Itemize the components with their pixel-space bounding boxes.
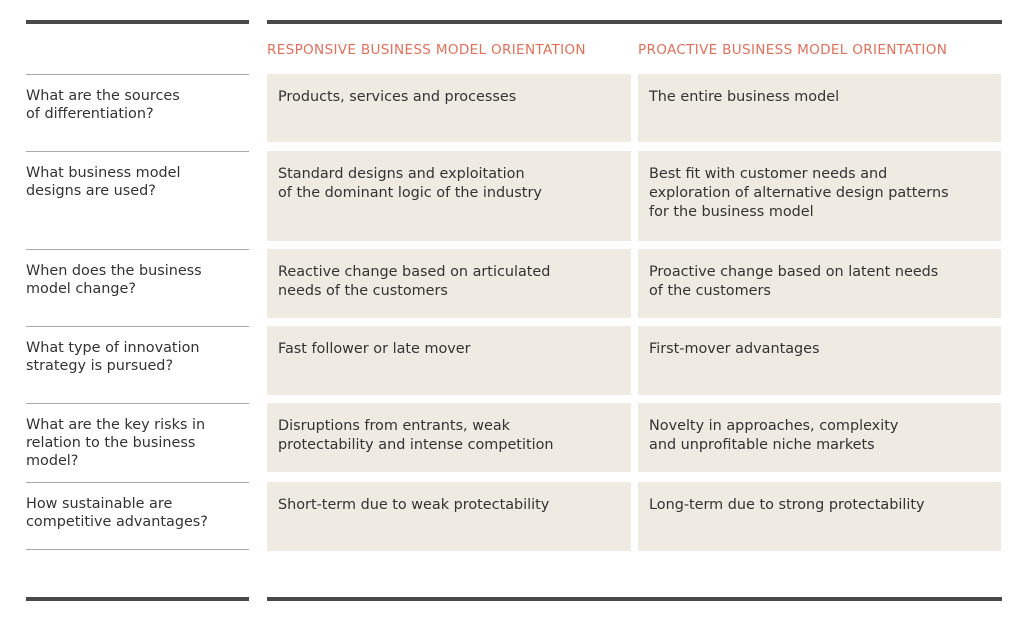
row-divider	[26, 549, 249, 550]
bottom-rule-left	[26, 597, 249, 601]
row-divider	[26, 403, 249, 404]
row-proactive-cell: The entire business model	[638, 74, 1001, 142]
row-responsive-cell: Disruptions from entrants, weak protectability and intense competition	[267, 403, 631, 472]
row-responsive-cell: Reactive change based on articulated needs of the customers	[267, 249, 631, 318]
row-divider	[26, 74, 249, 75]
bottom-rule-right	[267, 597, 1002, 601]
row-responsive-cell: Fast follower or late mover	[267, 326, 631, 395]
row-question: What type of innovation strategy is pursued?	[26, 340, 200, 374]
row-proactive-cell: Proactive change based on latent needs of the customers	[638, 249, 1001, 318]
header-responsive: RESPONSIVE BUSINESS MODEL ORIENTATION	[267, 42, 586, 58]
row-divider	[26, 249, 249, 250]
top-rule-left	[26, 20, 249, 24]
row-divider	[26, 151, 249, 152]
top-rule-right	[267, 20, 1002, 24]
row-proactive-cell: Best fit with customer needs and exploration of alternative design patterns for the business model	[638, 151, 1001, 241]
row-question: When does the business model change?	[26, 263, 202, 297]
row-proactive-cell: Long-term due to strong protectability	[638, 482, 1001, 551]
row-proactive-cell: Novelty in approaches, complexity and unprofitable niche markets	[638, 403, 1001, 472]
row-question: What business model designs are used?	[26, 165, 181, 199]
row-responsive-cell: Short-term due to weak protectability	[267, 482, 631, 551]
row-responsive-cell: Standard designs and exploitation of the dominant logic of the industry	[267, 151, 631, 241]
row-proactive-cell: First-mover advantages	[638, 326, 1001, 395]
row-responsive-cell: Products, services and processes	[267, 74, 631, 142]
row-divider	[26, 482, 249, 483]
row-question: What are the key risks in relation to the business model?	[26, 417, 206, 469]
row-question: How sustainable are competitive advantages?	[26, 496, 208, 530]
row-question: What are the sources of differentiation?	[26, 88, 180, 122]
header-proactive: PROACTIVE BUSINESS MODEL ORIENTATION	[638, 42, 948, 58]
row-divider	[26, 326, 249, 327]
